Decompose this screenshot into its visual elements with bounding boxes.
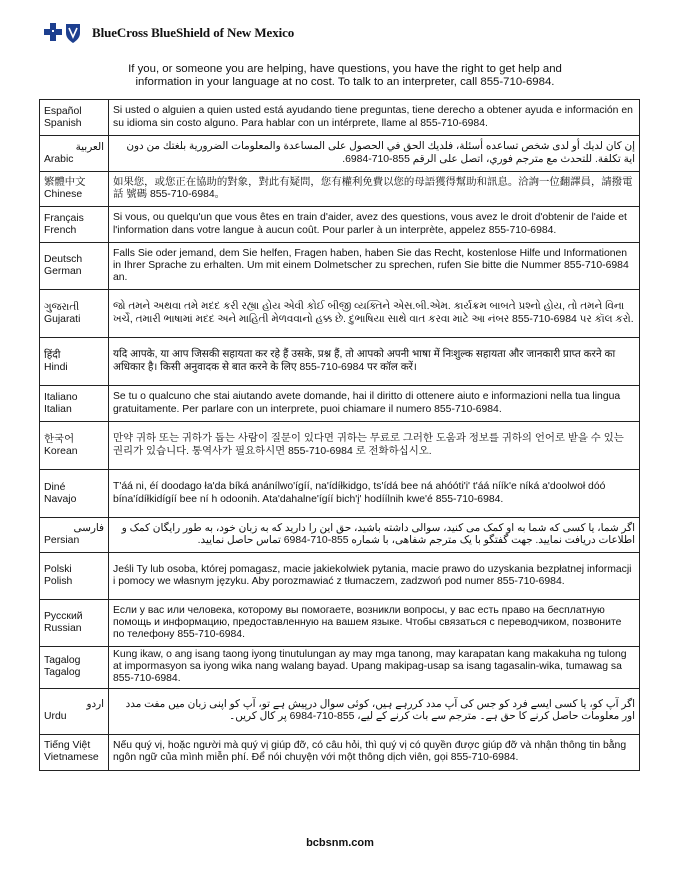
language-native-name: Diné (44, 481, 66, 493)
language-message: 만약 귀하 또는 귀하가 돕는 사람이 질문이 있다면 귀하는 무료로 그러한 도움과 정보를 귀하의 언어로 받을 수 있는 권리가 있습니다. 통역사가 필요하시면 855-710-6984 로 전화하십시오. (109, 422, 640, 470)
language-row (40, 688, 640, 734)
language-english-name: Korean (44, 445, 78, 457)
language-message: اگر شما، یا کسی که شما به او کمک می کنید، سوالی داشته باشید، حق این را دارید که به زبان خود، به طور رایگان کمک و اطلاعات دریافت نمایید. جهت گفتگو با یک مترجم شفاهی، با شماره 855-710-6984 تماس حاصل نمایید. (109, 518, 640, 553)
language-native-name: اردو (86, 699, 104, 711)
language-name-cell (40, 136, 109, 172)
language-message: Se tu o qualcuno che stai aiutando avete domande, hai il diritto di ottenere aiuto e informazioni nella tua lingua gratuitamente. Per parlare con un interprete, puoi chiamare il numero 855-710-6984. (109, 386, 640, 422)
language-message: T'áá ni, éí doodago ła'da bíká anánílwo'ígíí, na'ídíłkidgo, ts'ídá bee ná ahóóti'i' t'áá níík'e níká a'doolwoł dóó bína'ídíłkidígíí bee ní h odoonih. Ata'dahalne'ígíí bich'į' hodíílnih kwe'é 855-710-6984. (109, 470, 640, 518)
footer-website: bcbsnm.com (306, 837, 374, 849)
language-row (40, 338, 640, 386)
language-name-cell (40, 207, 109, 243)
language-row (40, 600, 640, 647)
language-row (40, 136, 640, 172)
language-message: Si vous, ou quelqu'un que vous êtes en train d'aider, avez des questions, vous avez le droit d'obtenir de l'aide et l'information dans votre langue à aucun coût. Pour parler à un interprète, appelez 855-710-6984. (109, 207, 640, 243)
language-native-name: 한국어 (44, 433, 75, 445)
language-native-name: Italiano (44, 391, 78, 403)
language-message: Если у вас или человека, которому вы помогаете, возникли вопросы, у вас есть право на бесплатную помощь и информацию, предоставленную на вашем языке. Чтобы связаться с переводчиком, позвоните по телефону 855-710-6984. (109, 600, 640, 647)
language-english-name: Persian (44, 535, 80, 546)
language-row (40, 470, 640, 518)
language-english-name: Vietnamese (44, 752, 99, 764)
language-row (40, 647, 640, 689)
language-name-cell (40, 647, 109, 689)
language-message: اگر آپ کو، یا کسی ایسے فرد کو جس کی آپ مدد کررہے ہیں، کوئی سوال درپیش ہے تو، آپ کو اپنی زبان میں مفت مدد اور معلومات حاصل کرنے کا حق ہے۔ مترجم سے بات کرنے کے لیے، 855-710-6984 پر کال کریں۔ (109, 688, 640, 734)
language-english-name: Polish (44, 576, 73, 587)
language-english-name: Hindi (44, 361, 68, 373)
language-native-name: 繁體中文 (44, 177, 86, 188)
bluecross-logo-icon (44, 22, 84, 44)
language-message: Si usted o alguien a quien usted está ayudando tiene preguntas, tiene derecho a obtener ayuda e información en su idioma sin costo alguno. Para hablar con un intérprete, llame al 855-710-6984. (109, 100, 640, 136)
language-english-name: Arabic (44, 153, 74, 165)
language-message: Jeśli Ty lub osoba, której pomagasz, macie jakiekolwiek pytania, macie prawo do uzyskania bezpłatnej informacji i pomocy we własnym języku. Aby porozmawiać z tłumaczem, zadzwoń pod numer 855-710-6984. (109, 553, 640, 600)
language-native-name: Polski (44, 564, 72, 575)
language-english-name: Spanish (44, 117, 82, 129)
language-row (40, 207, 640, 243)
intro-statement: If you, or someone you are helping, have questions, you have the right to get help and information in your language at no cost. To talk to an interpreter, call 855-710-6984. (128, 63, 562, 88)
language-native-name: Français (44, 212, 84, 224)
language-name-cell (40, 338, 109, 386)
language-row (40, 518, 640, 553)
language-native-name: Español (44, 105, 82, 117)
language-message: Falls Sie oder jemand, dem Sie helfen, Fragen haben, haben Sie das Recht, kostenlose Hilfe und Informationen in Ihrer Sprache zu erhalten. Um mit einem Dolmetscher zu sprechen, rufen Sie bitte die Nummer 855-710-6984 an. (109, 243, 640, 290)
language-english-name: Navajo (44, 493, 77, 505)
language-name-cell (40, 100, 109, 136)
language-message: यदि आपके, या आप जिसकी सहायता कर रहे हैं उसके, प्रश्न हैं, तो आपको अपनी भाषा में निःशुल्क सहायता और जानकारी प्राप्त करने का अधिकार है। किसी अनुवादक से बात करने के लिए 855-710-6984 पर कॉल करें। (109, 338, 640, 386)
language-english-name: Russian (44, 623, 82, 634)
language-row (40, 172, 640, 207)
language-english-name: German (44, 266, 82, 277)
language-message: 如果您，或您正在協助的對象，對此有疑問，您有權利免費以您的母語獲得幫助和訊息。洽詢一位翻譯員，請撥電話 號碼 855-710-6984。 (109, 172, 640, 207)
language-name-cell (40, 553, 109, 600)
language-name-cell (40, 243, 109, 290)
language-native-name: فارسی (73, 523, 104, 534)
language-name-cell (40, 518, 109, 553)
language-native-name: العربية (75, 141, 104, 153)
language-row (40, 386, 640, 422)
language-name-cell (40, 386, 109, 422)
language-message: إن كان لديك أو لدى شخص تساعده أسئلة، فلديك الحق في الحصول على المساعدة والمعلومات الضرورية بلغتك من دون اية تكلفة. للتحدث مع مترجم فوري، اتصل على الرقم 855-710-6984. (109, 136, 640, 172)
language-name-cell (40, 688, 109, 734)
language-row (40, 422, 640, 470)
language-english-name: Gujarati (44, 313, 81, 325)
language-english-name: French (44, 224, 77, 236)
language-native-name: Tiếng Việt (44, 740, 91, 752)
language-native-name: हिंदी (44, 349, 61, 361)
language-native-name: Русский (44, 611, 83, 622)
language-message: Nếu quý vị, hoặc người mà quý vị giúp đỡ, có câu hỏi, thì quý vị có quyền được giúp đỡ và nhận thông tin bằng ngôn ngữ của mình miễn phí. Để nói chuyện với một thông dịch viên, gọi 855-710-6984. (109, 734, 640, 770)
language-message: જો તમને અથવા તમે મદદ કરી રહ્યા હોય એવી કોઈ બીજી વ્યક્તિને એસ.બી.એમ. કાર્યક્રમ બાબતે પ્રશ્નો હોય, તો તમને વિના ખર્ચે, તમારી ભાષામાં મદદ અને માહિતી મેળવવાનો હક્ક છે. દુભાષિયા સાથે વાત કરવા માટે આ નંબર 855-710-6984 પર કૉલ કરો. (109, 290, 640, 338)
language-row (40, 734, 640, 770)
language-name-cell (40, 422, 109, 470)
language-english-name: Chinese (44, 189, 83, 200)
language-table (39, 99, 640, 771)
brand-name: BlueCross BlueShield of New Mexico (92, 25, 295, 40)
language-name-cell (40, 470, 109, 518)
language-name-cell (40, 172, 109, 207)
language-name-cell (40, 290, 109, 338)
language-row (40, 100, 640, 136)
language-name-cell (40, 734, 109, 770)
language-english-name: Italian (44, 403, 72, 415)
language-name-cell (40, 600, 109, 647)
language-english-name: Tagalog (44, 667, 81, 679)
language-row (40, 243, 640, 290)
language-native-name: Tagalog (44, 655, 81, 667)
language-native-name: ગુજરાતી (44, 301, 80, 313)
language-native-name: Deutsch (44, 254, 83, 265)
language-row (40, 290, 640, 338)
language-row (40, 553, 640, 600)
brand-logo (44, 22, 294, 44)
language-english-name: Urdu (44, 711, 67, 723)
language-message: Kung ikaw, o ang isang taong iyong tinutulungan ay may mga tanong, may karapatan kang makakuha ng tulong at impormasyon sa iyong wika nang walang bayad. Upang makipag-usap sa isang tagasalin-wika, tumawag sa 855-710-6984. (109, 647, 640, 689)
